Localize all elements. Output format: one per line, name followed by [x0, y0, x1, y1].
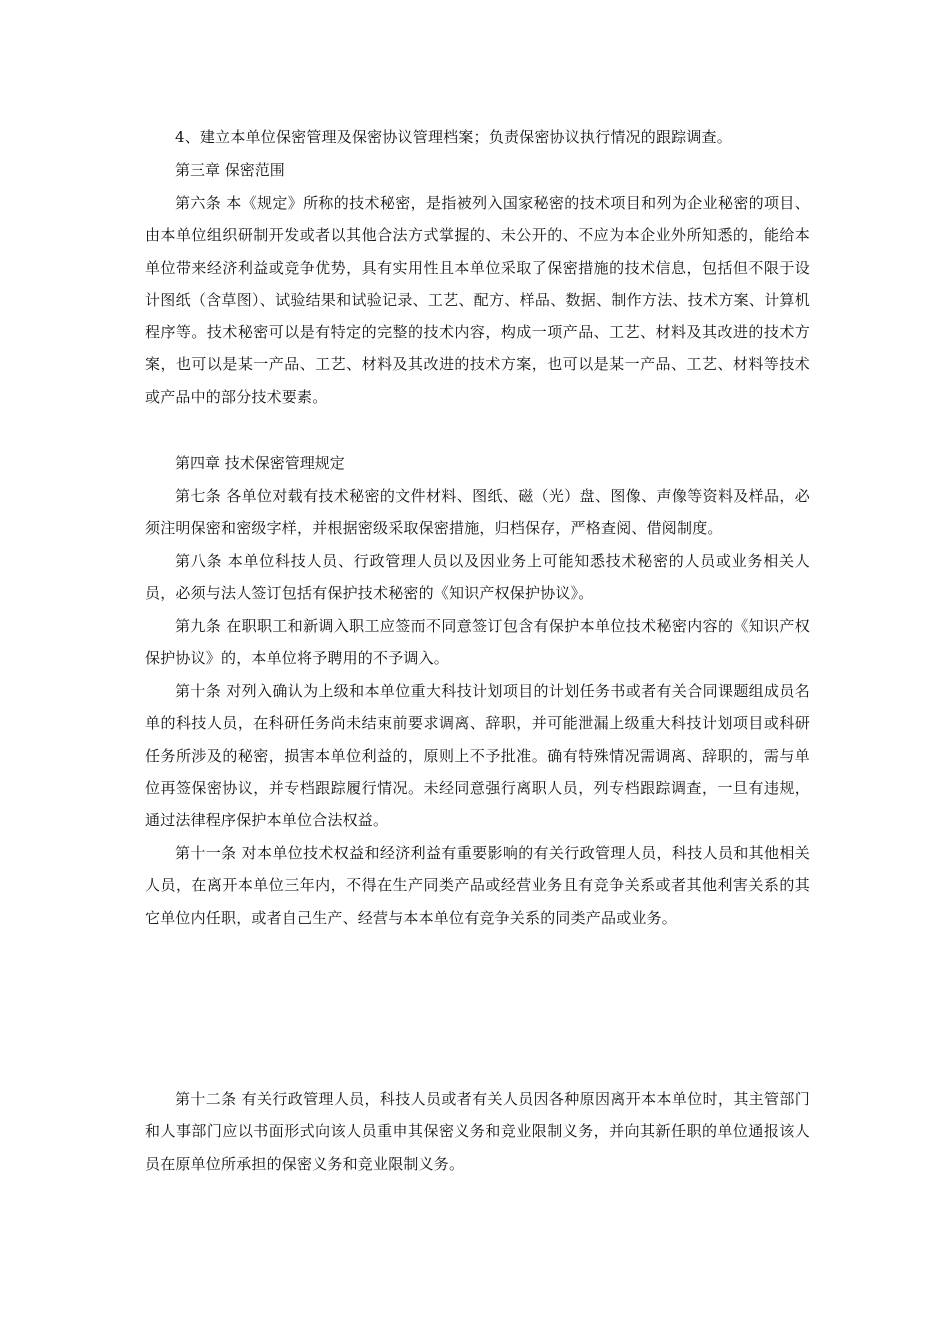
article-10: 第十条 对列入确认为上级和本单位重大科技计划项目的计划任务书或者有关合同课题组成员名单的科技人员，在科研任务尚未结束前要求调离、辞职，并可能泄漏上级重大科技计划项目或科研任务所涉及的秘密，损害本单位利益的，原则上不予批准。确有特殊情况需调离、辞职的，需与单位再签保密协议，并专档跟踪履行情况。未经同意强行离职人员，列专档跟踪调查，一旦有违规，通过法律程序保护本单位合法权益。: [145, 682, 810, 830]
article-11: 第十一条 对本单位技术权益和经济利益有重要影响的有关行政管理人员，科技人员和其他相关人员，在离开本单位三年内，不得在生产同类产品或经营业务且有竞争关系或者其他利害关系的其它单位内任职，或者自己生产、经营与本本单位有竞争关系的同类产品或业务。: [145, 844, 810, 927]
chapter-heading-4: 第四章 技术保密管理规定: [175, 454, 345, 472]
article-12: 第十二条 有关行政管理人员，科技人员或者有关人员因各种原因离开本本单位时，其主管部门和人事部门应以书面形式向该人员重申其保密义务和竞业限制义务，并向其新任职的单位通报该人员在原单位所承担的保密义务和竞业限制义务。: [145, 1090, 810, 1173]
chapter-heading-3: 第三章 保密范围: [175, 161, 285, 179]
article-9: 第九条 在职职工和新调入职工应签而不同意签订包含有保护本单位技术秘密内容的《知识产权保护协议》的，本单位将予聘用的不予调入。: [145, 617, 810, 668]
paragraph-item-4: 4、建立本单位保密管理及保密协议管理档案；负责保密协议执行情况的跟踪调查。: [175, 128, 732, 146]
article-6: 第六条 本《规定》所称的技术秘密，是指被列入国家秘密的技术项目和列为企业秘密的项目、由本单位组织研制开发或者以其他合法方式掌握的、未公开的、不应为本企业外所知悉的，能给本单位带来经济利益或竞争优势，具有实用性且本单位采取了保密措施的技术信息，包括但不限于设计图纸（含草图）、试验结果和试验记录、工艺、配方、样品、数据、制作方法、技术方案、计算机程序等。技术秘密可以是有特定的完整的技术内容，构成一项产品、工艺、材料及其改进的技术方案，也可以是某一产品、工艺、材料及其改进的技术方案，也可以是某一产品、工艺、材料等技术或产品中的部分技术要素。: [145, 194, 810, 406]
article-7: 第七条 各单位对载有技术秘密的文件材料、图纸、磁（光）盘、图像、声像等资料及样品，必须注明保密和密级字样，并根据密级采取保密措施，归档保存，严格查阅、借阅制度。: [145, 487, 810, 538]
article-8: 第八条 本单位科技人员、行政管理人员以及因业务上可能知悉技术秘密的人员或业务相关人员，必须与法人签订包括有保护技术秘密的《知识产权保护协议》。: [145, 552, 810, 603]
